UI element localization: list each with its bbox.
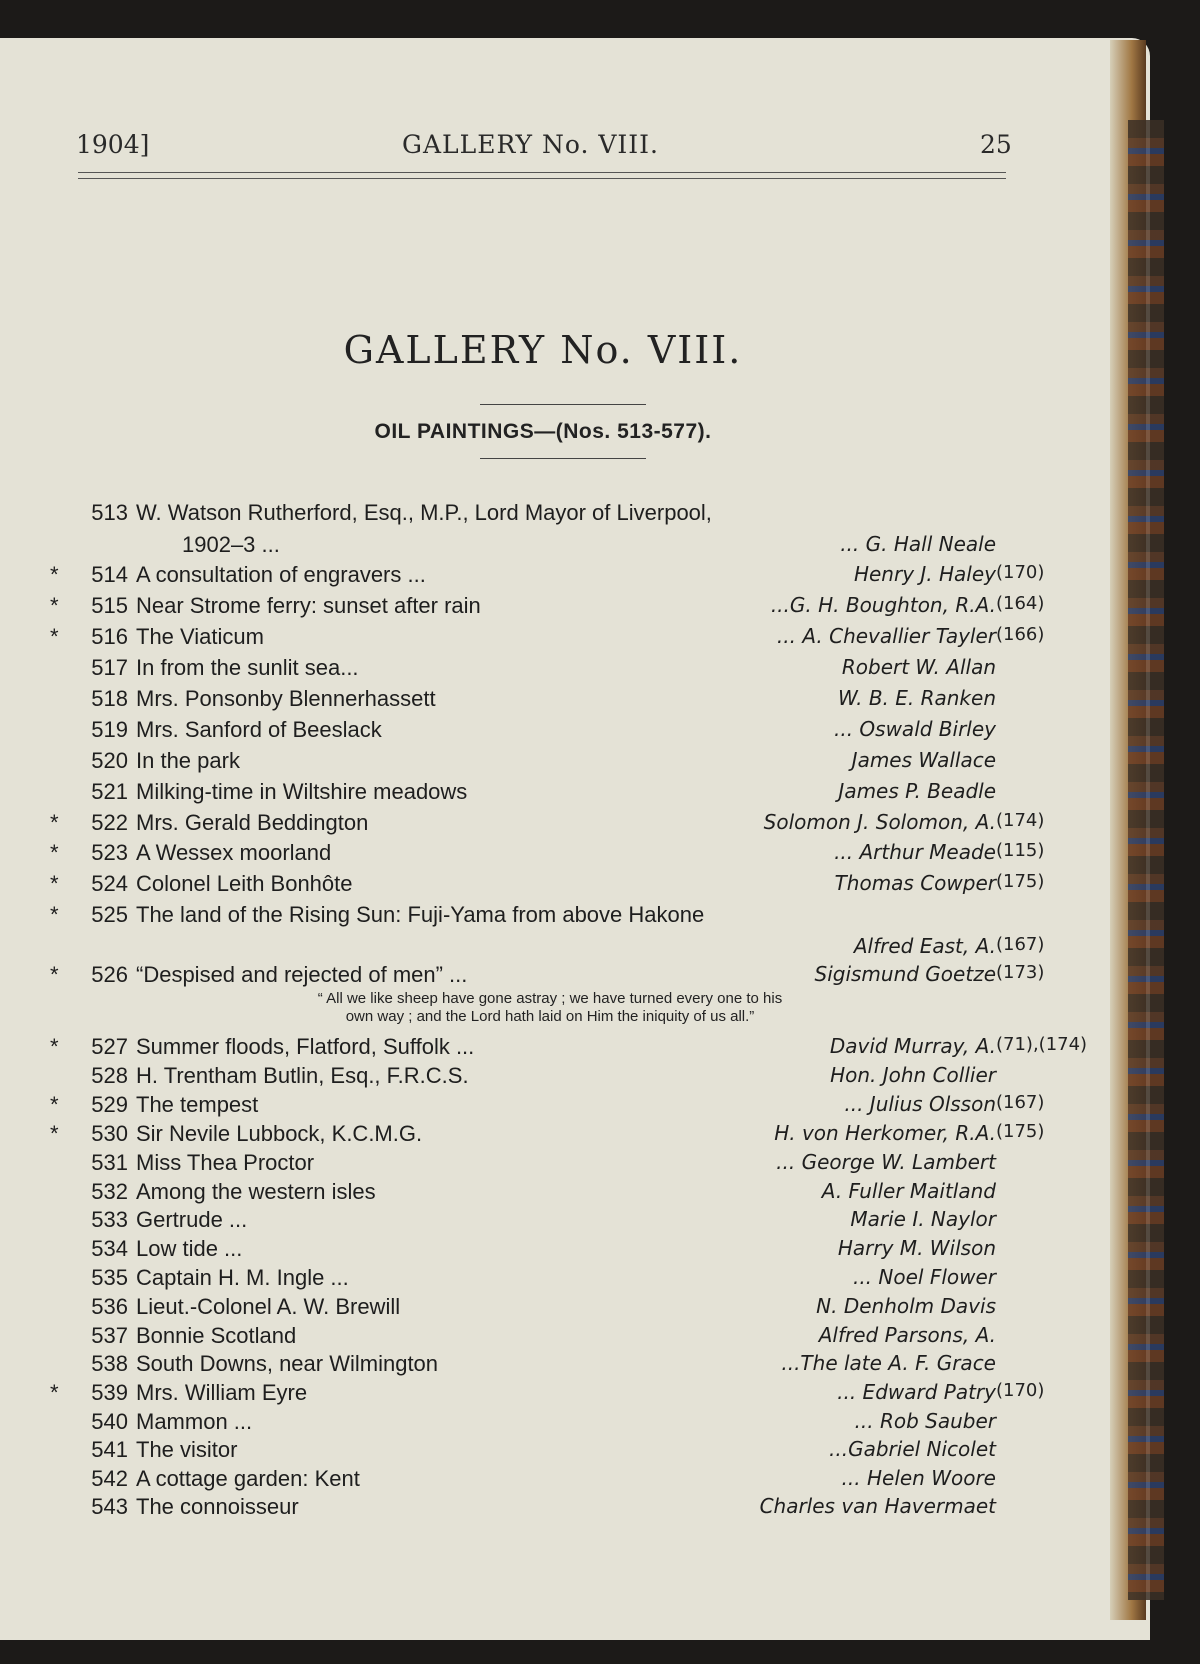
running-header-year: 1904]: [76, 130, 150, 159]
handwritten-note: (167): [996, 934, 1045, 955]
catalogue-entry: [0, 1409, 1110, 1439]
catalogue-entry: [0, 962, 1110, 992]
entry-artist: ... Rob Sauber: [854, 1409, 996, 1433]
catalogue-entry: [0, 1265, 1110, 1295]
entry-artist: Alfred East, A.: [853, 934, 996, 958]
entry-number: 528: [91, 1063, 128, 1088]
catalogue-entry: [0, 593, 1110, 623]
entry-title: The tempest: [136, 1092, 259, 1117]
page-number: 25: [980, 130, 1012, 159]
entry-number: 532: [91, 1179, 128, 1204]
entry-title: Among the western isles: [136, 1179, 376, 1204]
entry-number: 518: [91, 686, 128, 711]
entry-artist: Sigismund Goetze: [814, 962, 996, 986]
entry-artist: N. Denholm Davis: [816, 1294, 996, 1318]
catalogue-entry: [0, 686, 1110, 716]
entry-number: 526: [91, 962, 128, 987]
catalogue-entry: [0, 1034, 1110, 1064]
catalogue-entry: [0, 871, 1110, 901]
entry-artist: W. B. E. Ranken: [837, 686, 996, 710]
entry-artist: Thomas Cowper: [834, 871, 996, 895]
entry-number: 540: [91, 1409, 128, 1434]
handwritten-note: (174): [996, 810, 1045, 831]
entry-title: Mrs. William Eyre: [136, 1380, 308, 1405]
asterisk-mark: *: [50, 840, 59, 865]
entry-title: Milking-time in Wiltshire meadows: [136, 779, 468, 804]
entry-title: The visitor: [136, 1437, 238, 1462]
entry-number: 536: [91, 1294, 128, 1319]
catalogue-entry: [0, 1466, 1110, 1496]
asterisk-mark: *: [50, 1092, 59, 1117]
entry-title: Colonel Leith Bonhôte: [136, 871, 353, 896]
handwritten-note: (166): [996, 624, 1045, 645]
entry-number: 519: [91, 717, 128, 742]
entry-artist: A. Fuller Maitland: [821, 1179, 996, 1203]
marbled-endpaper: [1128, 120, 1164, 1600]
entry-artist: James Wallace: [851, 748, 996, 772]
asterisk-mark: *: [50, 593, 59, 618]
entry-title: Mammon ...: [136, 1409, 253, 1434]
entry-artist: ... Edward Patry: [837, 1380, 996, 1404]
entry-title: Summer floods, Flatford, Suffolk ...: [136, 1034, 475, 1059]
catalogue-entry: [0, 717, 1110, 747]
title-rule: [480, 404, 646, 405]
entry-number: 514: [91, 562, 128, 587]
handwritten-note: (173): [996, 962, 1045, 983]
entry-title: The land of the Rising Sun: Fuji-Yama from above Hakone: [136, 902, 705, 927]
entry-number: 525: [91, 902, 128, 927]
asterisk-mark: *: [50, 562, 59, 587]
entry-artist: David Murray, A.: [829, 1034, 996, 1058]
catalogue-entry: [0, 1380, 1110, 1410]
catalogue-entry: [0, 1294, 1110, 1324]
subtitle-rule: [480, 458, 646, 459]
catalogue-entry: [0, 1121, 1110, 1151]
entry-title: Lieut.-Colonel A. W. Brewill: [136, 1294, 401, 1319]
catalogue-entry: [0, 1323, 1110, 1353]
catalogue-entry: [0, 748, 1110, 778]
entry-number: 515: [91, 593, 128, 618]
entry-number: 517: [91, 655, 128, 680]
entry-title: A cottage garden: Kent: [136, 1466, 360, 1491]
entry-number: 522: [91, 810, 128, 835]
entry-title: A consultation of engravers ...: [136, 562, 426, 587]
entry-number: 541: [91, 1437, 128, 1462]
section-subtitle: OIL PAINTINGS—(Nos. 513-577).: [374, 420, 712, 443]
entry-number: 527: [91, 1034, 128, 1059]
catalogue-entry: [0, 1150, 1110, 1180]
catalogue-entry: [0, 532, 1110, 562]
entry-title: In the park: [136, 748, 240, 773]
entry-number: 529: [91, 1092, 128, 1117]
entry-title: Bonnie Scotland: [136, 1323, 297, 1348]
entry-title: The connoisseur: [136, 1494, 299, 1519]
catalogue-entry: [0, 1494, 1110, 1524]
entry-number: 533: [91, 1207, 128, 1232]
entry-title: The Viaticum: [136, 624, 264, 649]
entry-artist: Henry J. Haley: [853, 562, 996, 586]
entry-artist: ...G. H. Boughton, R.A.: [770, 593, 996, 617]
handwritten-note: (170): [996, 1380, 1045, 1401]
running-header-gallery: GALLERY No. VIII.: [402, 130, 659, 159]
entry-title: Miss Thea Proctor: [136, 1150, 315, 1175]
catalogue-entry: [0, 500, 1110, 530]
entry-title: Mrs. Gerald Beddington: [136, 810, 369, 835]
asterisk-mark: *: [50, 1034, 59, 1059]
entry-title: 1902–3 ...: [182, 532, 280, 557]
entry-artist: Robert W. Allan: [841, 655, 996, 679]
quote-line: own way ; and the Lord hath laid on Him the iniquity of us all.”: [345, 1008, 755, 1025]
handwritten-note: (71),(174): [996, 1034, 1088, 1055]
entry-artist: H. von Herkomer, R.A.: [774, 1121, 996, 1145]
entry-title: W. Watson Rutherford, Esq., M.P., Lord Mayor of Liverpool,: [136, 500, 712, 525]
asterisk-mark: *: [50, 1380, 59, 1405]
catalogue-entry: [0, 1063, 1110, 1093]
entry-number: 534: [91, 1236, 128, 1261]
catalogue-entry: [0, 934, 1110, 964]
entry-number: 516: [91, 624, 128, 649]
entry-title: Mrs. Sanford of Beeslack: [136, 717, 382, 742]
page-title: GALLERY No. VIII.: [343, 328, 743, 372]
entry-artist: ... Julius Olsson: [844, 1092, 996, 1116]
catalogue-entry: [0, 1179, 1110, 1209]
catalogue-entry: [0, 840, 1110, 870]
entry-artist: James P. Beadle: [838, 779, 996, 803]
entry-artist: Alfred Parsons, A.: [818, 1323, 996, 1347]
entry-artist: ... G. Hall Neale: [840, 532, 996, 556]
handwritten-note: (175): [996, 1121, 1045, 1142]
entry-artist: Charles van Havermaet: [759, 1494, 996, 1518]
entry-title: Low tide ...: [136, 1236, 243, 1261]
entry-number: 523: [91, 840, 128, 865]
entry-number: 537: [91, 1323, 128, 1348]
entry-title: “Despised and rejected of men” ...: [136, 962, 468, 987]
entry-number: 538: [91, 1351, 128, 1376]
entry-artist: ... George W. Lambert: [776, 1150, 996, 1174]
entry-number: 513: [91, 500, 128, 525]
entry-number: 531: [91, 1150, 128, 1175]
handwritten-note: (175): [996, 871, 1045, 892]
quote-line: “ All we like sheep have gone astray ; we have turned every one to his: [317, 990, 783, 1007]
catalogue-entry: [0, 624, 1110, 654]
asterisk-mark: *: [50, 871, 59, 896]
catalogue-entry: [0, 902, 1110, 932]
entry-number: 521: [91, 779, 128, 804]
asterisk-mark: *: [50, 810, 59, 835]
entry-number: 535: [91, 1265, 128, 1290]
entry-artist: Marie I. Naylor: [850, 1207, 996, 1231]
catalogue-entry: [0, 1207, 1110, 1237]
entry-artist: ... Helen Woore: [841, 1466, 996, 1490]
handwritten-note: (115): [996, 840, 1045, 861]
entry-title: South Downs, near Wilmington: [136, 1351, 439, 1376]
entry-artist: ... A. Chevallier Tayler: [776, 624, 996, 648]
entry-artist: ...Gabriel Nicolet: [829, 1437, 996, 1461]
entry-artist: Solomon J. Solomon, A.: [763, 810, 996, 834]
catalogue-entry: [0, 779, 1110, 809]
catalogue-entry: [0, 1437, 1110, 1467]
entry-artist: Harry M. Wilson: [837, 1236, 996, 1260]
header-double-rule: [78, 172, 1006, 179]
entry-title: Near Strome ferry: sunset after rain: [136, 593, 481, 618]
entry-title: Gertrude ...: [136, 1207, 248, 1232]
entry-artist: ... Oswald Birley: [833, 717, 996, 741]
entry-number: 530: [91, 1121, 128, 1146]
entry-title: Mrs. Ponsonby Blennerhassett: [136, 686, 436, 711]
entry-artist: ... Noel Flower: [852, 1265, 996, 1289]
catalogue-entry: [0, 655, 1110, 685]
entry-title: In from the sunlit sea...: [136, 655, 359, 680]
catalogue-entry: [0, 1351, 1110, 1381]
catalogue-entry: [0, 562, 1110, 592]
entry-title: Captain H. M. Ingle ...: [136, 1265, 349, 1290]
catalogue-entry: [0, 1236, 1110, 1266]
entry-number: 520: [91, 748, 128, 773]
asterisk-mark: *: [50, 962, 59, 987]
entry-artist: ... Arthur Meade: [834, 840, 996, 864]
catalogue-entry: [0, 810, 1110, 840]
asterisk-mark: *: [50, 1121, 59, 1146]
entry-artist: ...The late A. F. Grace: [781, 1351, 996, 1375]
entry-number: 524: [91, 871, 128, 896]
catalogue-entry: [0, 1092, 1110, 1122]
entry-artist: Hon. John Collier: [830, 1063, 996, 1087]
entry-number: 543: [91, 1494, 128, 1519]
entry-title: A Wessex moorland: [136, 840, 332, 865]
handwritten-note: (170): [996, 562, 1045, 583]
asterisk-mark: *: [50, 902, 59, 927]
entry-number: 539: [91, 1380, 128, 1405]
entry-title: H. Trentham Butlin, Esq., F.R.C.S.: [136, 1063, 469, 1088]
entry-title: Sir Nevile Lubbock, K.C.M.G.: [136, 1121, 423, 1146]
asterisk-mark: *: [50, 624, 59, 649]
entry-number: 542: [91, 1466, 128, 1491]
handwritten-note: (164): [996, 593, 1045, 614]
handwritten-note: (167): [996, 1092, 1045, 1113]
